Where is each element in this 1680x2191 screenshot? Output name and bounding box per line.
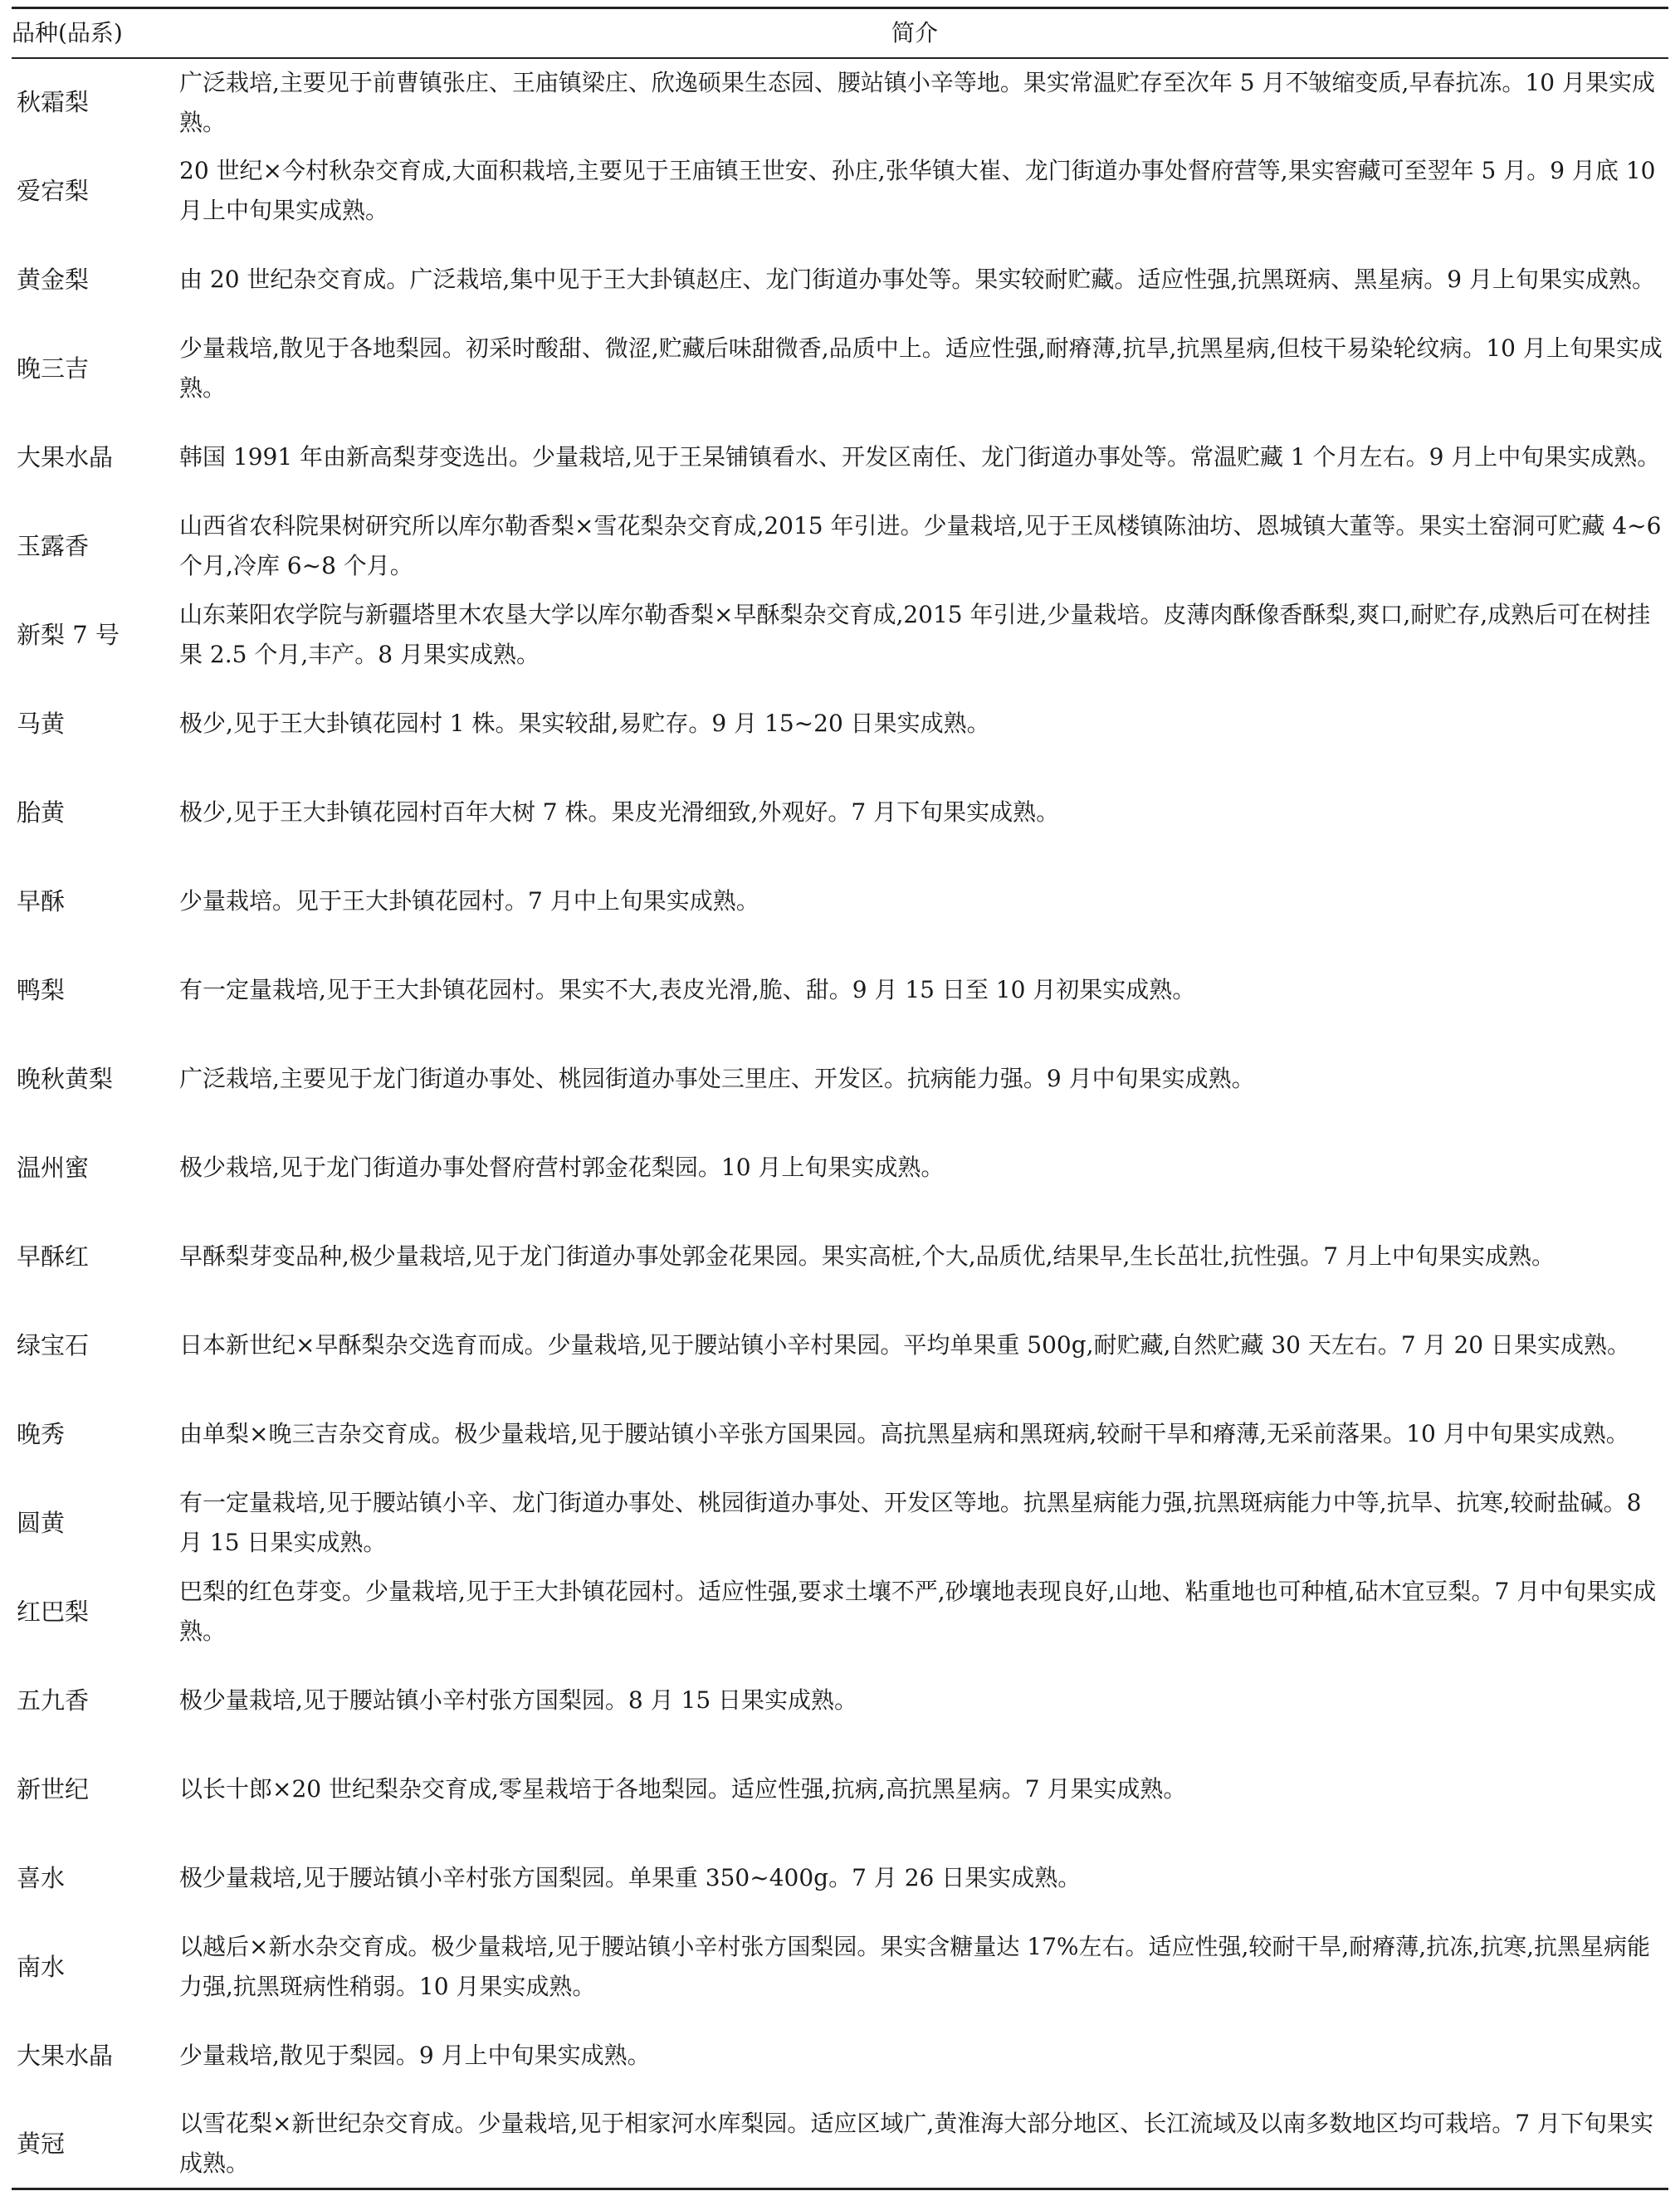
variety-name: 绿宝石 xyxy=(17,1330,90,1359)
variety-name: 马黄 xyxy=(17,709,66,738)
header-variety: 品种(品系) xyxy=(12,8,161,58)
variety-name: 黄金梨 xyxy=(17,265,90,294)
variety-intro: 山东莱阳农学院与新疆塔里木农垦大学以库尔勒香梨×早酥梨杂交育成,2015 年引进,少量栽培。皮薄肉酥像香酥梨,爽口,耐贮存,成熟后可在树挂果 2.5 个月,丰产。8 月果实成熟。 xyxy=(179,601,1651,668)
variety-name: 南水 xyxy=(17,1952,66,1981)
variety-intro: 广泛栽培,主要见于龙门街道办事处、桃园街道办事处三里庄、开发区。抗病能力强。9 月中旬果实成熟。 xyxy=(179,1065,1255,1092)
table-row xyxy=(12,1745,1668,1834)
table-row xyxy=(12,413,1668,502)
table-row xyxy=(12,1479,1668,1568)
variety-intro: 极少量栽培,见于腰站镇小辛村张方国梨园。8 月 15 日果实成熟。 xyxy=(179,1686,858,1714)
table-row xyxy=(12,2101,1668,2189)
variety-intro: 以雪花梨×新世纪杂交育成。少量栽培,见于相家河水库梨园。适应区域广,黄淮海大部分地区、长江流域及以南多数地区均可栽培。7 月下旬果实成熟。 xyxy=(161,2101,1668,2189)
table-row xyxy=(12,1213,1668,1301)
table-header-row xyxy=(12,8,1668,58)
variety-intro: 山西省农科院果树研究所以库尔勒香梨×雪花梨杂交育成,2015 年引进。少量栽培,见于王凤楼镇陈油坊、恩城镇大董等。果实土窑洞可贮藏 4~6 个月,冷库 6~8 个月。 xyxy=(179,512,1662,579)
table-row xyxy=(12,147,1668,236)
table-row xyxy=(12,1301,1668,1390)
variety-intro: 有一定量栽培,见于王大卦镇花园村。果实不大,表皮光滑,脆、甜。9 月 15 日至 10 月初果实成熟。 xyxy=(179,976,1196,1003)
variety-intro: 少量栽培,散见于梨园。9 月上中旬果实成熟。 xyxy=(179,2042,651,2069)
variety-intro: 日本新世纪×早酥梨杂交选育而成。少量栽培,见于腰站镇小辛村果园。平均单果重 500g,耐贮藏,自然贮藏 30 天左右。7 月 20 日果实成熟。 xyxy=(179,1331,1631,1359)
variety-intro: 早酥梨芽变品种,极少量栽培,见于龙门街道办事处郭金花果园。果实高桩,个大,品质优,结果早,生长茁壮,抗性强。7 月上中旬果实成熟。 xyxy=(179,1242,1555,1270)
variety-intro: 少量栽培。见于王大卦镇花园村。7 月中上旬果实成熟。 xyxy=(179,887,759,915)
variety-name: 温州蜜 xyxy=(17,1153,90,1182)
table-row xyxy=(12,1124,1668,1213)
variety-intro: 20 世纪×今村秋杂交育成,大面积栽培,主要见于王庙镇王世安、孙庄,张华镇大崔、龙门街道办事处督府营等,果实窖藏可至翌年 5 月。9 月底 10 月上中旬果实成熟。 xyxy=(179,157,1656,224)
variety-name: 大果水晶 xyxy=(17,442,114,471)
table-row xyxy=(12,236,1668,325)
variety-name: 胎黄 xyxy=(17,798,66,827)
variety-name: 爱宕梨 xyxy=(17,176,90,205)
variety-intro: 以长十郎×20 世纪梨杂交育成,零星栽培于各地梨园。适应性强,抗病,高抗黑星病。7 月果实成熟。 xyxy=(179,1775,1187,1803)
variety-intro: 由单梨×晚三吉杂交育成。极少量栽培,见于腰站镇小辛张方国果园。高抗黑星病和黑斑病,较耐干旱和瘠薄,无采前落果。10 月中旬果实成熟。 xyxy=(179,1420,1629,1447)
variety-name: 晚秋黄梨 xyxy=(17,1064,114,1093)
table-row xyxy=(12,769,1668,857)
variety-name: 早酥 xyxy=(17,886,66,915)
table-row xyxy=(12,1834,1668,1923)
variety-name: 秋霜梨 xyxy=(17,88,90,117)
table-row xyxy=(12,1657,1668,1745)
header-intro: 简介 xyxy=(161,8,1668,58)
variety-name: 黄冠 xyxy=(12,2101,161,2189)
table-row xyxy=(12,1923,1668,2012)
variety-intro: 极少量栽培,见于腰站镇小辛村张方国梨园。单果重 350~400g。7 月 26 日果实成熟。 xyxy=(179,1864,1082,1891)
variety-name: 晚三吉 xyxy=(17,354,90,383)
variety-name: 玉露香 xyxy=(17,531,90,560)
variety-name: 鸭梨 xyxy=(17,975,66,1004)
table-row xyxy=(12,857,1668,946)
variety-name: 红巴梨 xyxy=(17,1597,90,1626)
variety-intro: 以越后×新水杂交育成。极少量栽培,见于腰站镇小辛村张方国梨园。果实含糖量达 17%左右。适应性强,较耐干旱,耐瘠薄,抗冻,抗寒,抗黑星病能力强,抗黑斑病性稍弱。10 月果实成熟。 xyxy=(179,1933,1651,2000)
variety-name: 五九香 xyxy=(17,1686,90,1715)
variety-name: 大果水晶 xyxy=(17,2041,114,2070)
variety-name: 新梨 7 号 xyxy=(17,620,120,649)
variety-intro: 少量栽培,散见于各地梨园。初采时酸甜、微涩,贮藏后味甜微香,品质中上。适应性强,耐瘠薄,抗旱,抗黑星病,但枝干易染轮纹病。10 月上旬果实成熟。 xyxy=(179,334,1663,402)
variety-intro: 巴梨的红色芽变。少量栽培,见于王大卦镇花园村。适应性强,要求土壤不严,砂壤地表现良好,山地、粘重地也可种植,砧木宜豆梨。7 月中旬果实成熟。 xyxy=(179,1578,1657,1645)
variety-intro: 由 20 世纪杂交育成。广泛栽培,集中见于王大卦镇赵庄、龙门街道办事处等。果实较耐贮藏。适应性强,抗黑斑病、黑星病。9 月上旬果实成熟。 xyxy=(179,266,1655,293)
table-row xyxy=(12,946,1668,1035)
table-row xyxy=(12,1568,1668,1657)
table-row xyxy=(12,2012,1668,2101)
variety-name: 新世纪 xyxy=(17,1774,90,1803)
table-row xyxy=(12,325,1668,413)
pear-variety-table xyxy=(12,7,1668,2190)
variety-name: 喜水 xyxy=(17,1863,66,1892)
variety-intro: 广泛栽培,主要见于前曹镇张庄、王庙镇梁庄、欣逸硕果生态园、腰站镇小辛等地。果实常温贮存至次年 5 月不皱缩变质,早春抗冻。10 月果实成熟。 xyxy=(179,68,1655,136)
table-row xyxy=(12,502,1668,591)
table-row xyxy=(12,591,1668,680)
variety-intro: 极少,见于王大卦镇花园村 1 株。果实较甜,易贮存。9 月 15~20 日果实成熟。 xyxy=(179,710,990,737)
table-row xyxy=(12,680,1668,769)
variety-intro: 有一定量栽培,见于腰站镇小辛、龙门街道办事处、桃园街道办事处、开发区等地。抗黑星病能力强,抗黑斑病能力中等,抗旱、抗寒,较耐盐碱。8 月 15 日果实成熟。 xyxy=(179,1489,1642,1556)
table-row xyxy=(12,1035,1668,1124)
variety-name: 晚秀 xyxy=(17,1419,66,1448)
variety-name: 早酥红 xyxy=(17,1242,90,1271)
variety-name: 圆黄 xyxy=(17,1508,66,1537)
table-row xyxy=(12,1390,1668,1479)
table-row xyxy=(12,58,1668,147)
variety-intro: 极少,见于王大卦镇花园村百年大树 7 株。果皮光滑细致,外观好。7 月下旬果实成熟。 xyxy=(179,798,1060,826)
variety-intro: 极少栽培,见于龙门街道办事处督府营村郭金花梨园。10 月上旬果实成熟。 xyxy=(179,1154,945,1181)
variety-intro: 韩国 1991 年由新高梨芽变选出。少量栽培,见于王杲铺镇看水、开发区南任、龙门街道办事处等。常温贮藏 1 个月左右。9 月上中旬果实成熟。 xyxy=(179,443,1661,471)
table-body xyxy=(12,58,1668,2189)
